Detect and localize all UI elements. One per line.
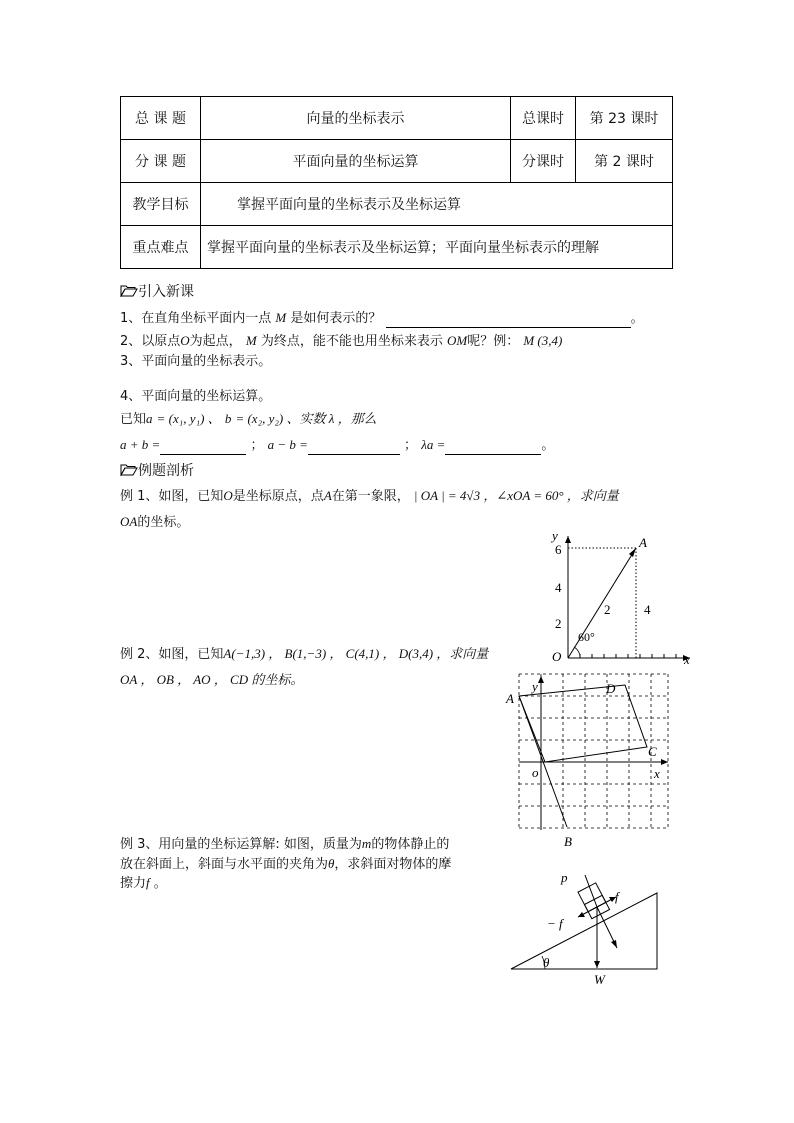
math-vector: OA [120, 514, 138, 529]
force-label-p: p [561, 870, 568, 885]
math-expr: | OA | = 4√3 ，∠xOA = 60° ，求向量 [413, 488, 619, 503]
math-expr: a + b = [120, 437, 161, 452]
text: 例 3、用向量的坐标运算解: 如图，质量为 [120, 837, 362, 852]
figure-3-incline-diagram [505, 862, 665, 990]
side-label: 2 [604, 602, 611, 617]
math-vector: a [146, 411, 153, 426]
math-var: f [146, 875, 150, 890]
table-cell: 教学目标 [121, 183, 201, 226]
math-var: θ [328, 856, 335, 871]
math-var: M [245, 333, 257, 348]
force-label-W: W [594, 972, 605, 987]
text: 例 2、如图，已知 [120, 647, 224, 662]
tick-label: 2 [555, 616, 562, 631]
figure-1-coordinate-diagram [540, 528, 700, 670]
section-title: 引入新课 [138, 284, 194, 300]
question-4-given [120, 410, 377, 429]
point-label-A: A [506, 691, 514, 706]
math-expr: a − b = [267, 437, 308, 452]
text: 为起点， [189, 334, 242, 349]
table-cell: 重点难点 [121, 226, 201, 269]
answer-blank[interactable] [386, 327, 631, 328]
table-cell: 分课时 [511, 140, 576, 183]
angle-label: 60° [578, 630, 595, 644]
folder-icon [120, 284, 138, 297]
text: 为终点，能不能也用坐标来表示 [260, 334, 443, 349]
text: 在第一象限， [331, 489, 410, 504]
section-heading [120, 281, 194, 301]
table-row [121, 226, 673, 269]
folder-icon [120, 463, 138, 476]
math-expr: λa = [421, 437, 446, 452]
text: ； [250, 438, 264, 453]
text: ，求斜面对物体的摩 [334, 857, 452, 872]
math-expr: A(−1,3) ， B(1,−3) ， C(4,1) ， D(3,4) ，求向量 [223, 646, 489, 661]
section-title: 例题剖析 [138, 463, 194, 479]
table-cell: 平面向量的坐标运算 [201, 140, 511, 183]
figure-2-grid-diagram [500, 672, 680, 852]
point-label-B: B [564, 834, 572, 849]
text: 2、以原点 [120, 334, 181, 349]
text: 。 [153, 876, 167, 891]
math-var: m [361, 836, 372, 851]
angle-label-theta: θ [543, 955, 550, 970]
text: 1、在直角坐标平面内一点 [120, 311, 272, 326]
origin-label: O [552, 649, 562, 664]
table-cell: 总课时 [511, 97, 576, 140]
math-var: A [323, 488, 332, 503]
text: ； [404, 438, 418, 453]
question-4-blanks [120, 436, 554, 455]
table-cell: 掌握平面向量的坐标表示及坐标运算；平面向量坐标表示的理解 [201, 226, 673, 269]
point-label-D: D [606, 681, 616, 696]
math-expr: = (x₁, y₁) 、 [156, 411, 221, 426]
table-row [121, 97, 673, 140]
angle-arc [574, 647, 580, 658]
x-ticks [580, 654, 676, 658]
quadrilateral-ADCO [519, 685, 647, 762]
text: 擦力 [120, 876, 147, 891]
text: 的物体静止的 [371, 837, 450, 852]
text: 的坐标。 [137, 515, 190, 530]
example-3-cont [120, 874, 167, 893]
text: 例 1、如图，已知 [120, 489, 224, 504]
side-label: 4 [644, 602, 651, 617]
question-2 [120, 332, 562, 351]
axis-label-x: x [654, 766, 660, 781]
tick-label: 6 [555, 542, 562, 557]
answer-blank[interactable] [160, 454, 246, 455]
math-var: M [275, 310, 287, 325]
example-1-cont [120, 513, 189, 532]
table-cell: 总 课 题 [121, 97, 201, 140]
tick-label: 4 [555, 580, 562, 595]
x-axis-arrow [661, 759, 668, 765]
question-1 [120, 309, 644, 328]
math-vector: OM [446, 333, 468, 348]
force-label-neg-f: − f [547, 916, 563, 931]
example-1 [120, 487, 619, 506]
table-cell: 第 2 课时 [576, 140, 673, 183]
section-heading [120, 460, 194, 480]
text: 是坐标原点，点 [232, 489, 324, 504]
lesson-info-table [120, 96, 673, 269]
table-cell: 分 课 题 [121, 140, 201, 183]
weight-arrowhead [594, 961, 600, 968]
point-label-A: A [639, 535, 647, 550]
table-row [121, 140, 673, 183]
text: 。 [630, 311, 644, 326]
force-label-f: f [615, 889, 619, 904]
axis-label-y: y [532, 679, 538, 694]
point-label-C: C [648, 744, 657, 759]
y-axis-arrow [538, 676, 544, 683]
text: 呢？例： [467, 334, 520, 349]
text: 是如何表示的？ [290, 311, 382, 326]
y-axis-arrow [565, 536, 571, 543]
table-row [121, 183, 673, 226]
example-3-cont [120, 855, 451, 874]
table-cell: 掌握平面向量的坐标表示及坐标运算 [201, 183, 673, 226]
neg-friction-arrowhead [578, 912, 585, 917]
text: 放在斜面上，斜面与水平面的夹角为 [120, 857, 329, 872]
text: 已知 [120, 412, 147, 427]
math-expr: OA ， OB ， AO ， CD 的坐标。 [120, 672, 304, 687]
vector-arrowhead [629, 548, 636, 557]
component-arrowhead [611, 940, 617, 948]
table-cell: 向量的坐标表示 [201, 97, 511, 140]
example-2 [120, 645, 488, 664]
math-example: M (3,4) [523, 333, 563, 348]
example-3 [120, 835, 449, 854]
origin-label: o [532, 765, 539, 780]
math-var: O [180, 333, 190, 348]
answer-blank[interactable] [445, 454, 541, 455]
text: 。 [541, 438, 555, 453]
axis-label-y: y [552, 528, 558, 543]
example-2-cont [120, 671, 303, 690]
question-3: 3、平面向量的坐标表示。 [120, 354, 272, 369]
axis-label-x: x [684, 652, 690, 667]
math-expr: = (x₂, y₂) 、实数 λ ，那么 [235, 411, 377, 426]
math-var: O [223, 488, 233, 503]
table-cell: 第 23 课时 [576, 97, 673, 140]
question-4: 4、平面向量的坐标运算。 [120, 389, 272, 404]
answer-blank[interactable] [308, 454, 400, 455]
math-vector: b [224, 411, 232, 426]
